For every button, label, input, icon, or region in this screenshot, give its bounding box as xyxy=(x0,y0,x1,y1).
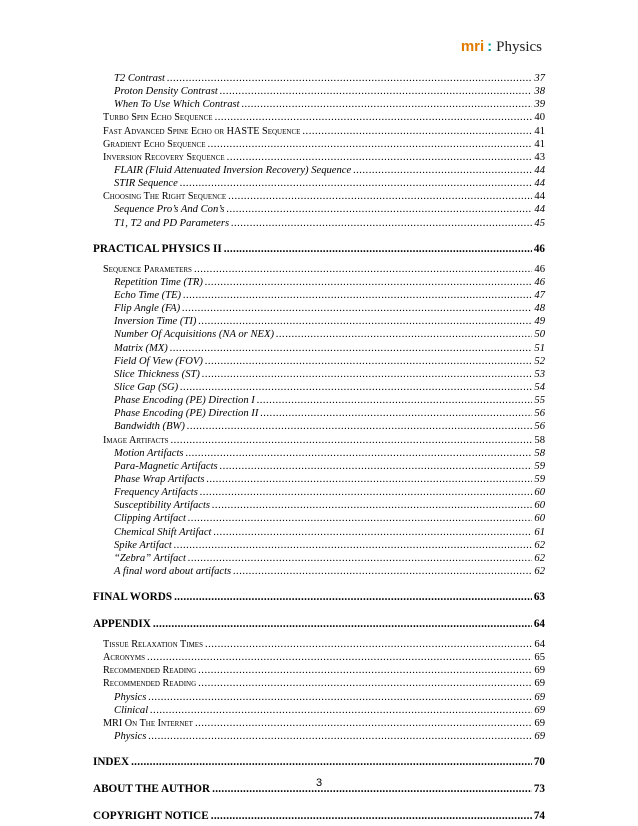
toc-entry-page: 62 xyxy=(534,552,545,564)
toc-dot-leader xyxy=(227,151,533,164)
toc-section-entry[interactable] xyxy=(93,677,545,690)
toc-entry-title: Echo Time (TE) xyxy=(114,289,182,301)
toc-entry-page: 53 xyxy=(534,368,545,380)
toc-subsection-entry[interactable] xyxy=(93,473,545,486)
toc-subsection-entry[interactable] xyxy=(93,447,545,460)
toc-entry-page: 44 xyxy=(534,204,545,216)
toc-entry-title: Clipping Artifact xyxy=(114,513,186,525)
toc-entry-title: Phase Encoding (PE) Direction I xyxy=(114,395,255,407)
toc-entry-title: Para-Magnetic Artifacts xyxy=(114,460,218,472)
toc-subsection-entry[interactable] xyxy=(93,289,545,302)
brand-mri-logo: mri xyxy=(460,38,485,55)
toc-dot-leader xyxy=(183,289,532,302)
toc-entry-page: 69 xyxy=(534,731,545,743)
toc-entry-title: Physics xyxy=(114,731,147,743)
toc-dot-leader xyxy=(200,486,533,499)
toc-entry-page: 60 xyxy=(534,487,545,499)
toc-entry-title: A final word about artifacts xyxy=(114,565,232,577)
toc-dot-leader xyxy=(198,315,532,328)
toc-subsection-entry[interactable] xyxy=(93,342,545,355)
toc-entry-title: INDEX xyxy=(93,756,130,769)
toc-dot-leader xyxy=(231,217,532,230)
toc-entry-page: 69 xyxy=(534,665,545,677)
toc-entry-title: Acronyms xyxy=(103,652,145,664)
toc-entry-title: Slice Gap (SG) xyxy=(114,381,179,393)
toc-subsection-entry[interactable] xyxy=(93,704,545,717)
toc-dot-leader xyxy=(180,381,532,394)
page-header xyxy=(461,38,542,56)
toc-subsection-entry[interactable] xyxy=(93,539,545,552)
toc-entry-page: 64 xyxy=(533,618,545,631)
toc-section-entry[interactable] xyxy=(93,434,545,447)
toc-entry-page: 69 xyxy=(534,717,545,729)
toc-entry-title: T2 Contrast xyxy=(114,73,165,84)
toc-entry-title: Number Of Acquisitions (NA or NEX) xyxy=(114,329,274,341)
toc-entry-title: Image Artifacts xyxy=(103,434,169,446)
toc-entry-page: 73 xyxy=(533,783,545,796)
toc-dot-leader xyxy=(148,691,532,704)
toc-section-entry[interactable] xyxy=(93,263,545,276)
toc-dot-leader xyxy=(205,355,532,368)
toc-entry-title: “Zebra” Artifact xyxy=(114,552,186,564)
toc-entry-title: Flip Angle (FA) xyxy=(114,303,181,315)
toc-dot-leader xyxy=(187,420,532,433)
toc-entry-page: 44 xyxy=(534,178,545,190)
toc-subsection-entry[interactable] xyxy=(93,368,545,381)
toc-section-entry[interactable] xyxy=(93,151,545,164)
toc-subsection-entry[interactable] xyxy=(93,420,545,433)
toc-section-entry[interactable] xyxy=(93,138,545,151)
toc-entry-page: 58 xyxy=(534,447,545,459)
toc-dot-leader xyxy=(167,72,532,85)
toc-entry-page: 65 xyxy=(534,652,545,664)
toc-subsection-entry[interactable] xyxy=(93,355,545,368)
toc-entry-title: Bandwidth (BW) xyxy=(114,421,185,433)
toc-dot-leader xyxy=(150,704,532,717)
toc-entry-title: Motion Artifacts xyxy=(114,447,184,459)
toc-entry-page: 62 xyxy=(534,565,545,577)
toc-entry-title: Sequence Parameters xyxy=(103,263,192,275)
toc-dot-leader xyxy=(228,190,532,203)
toc-entry-page: 44 xyxy=(534,164,545,176)
toc-entry-title: Clinical xyxy=(114,704,149,716)
toc-subsection-entry[interactable] xyxy=(93,276,545,289)
toc-subsection-entry[interactable] xyxy=(93,730,545,743)
toc-entry-title: Spike Artifact xyxy=(114,539,172,551)
toc-entry-title: Tissue Relaxation Times xyxy=(103,639,203,651)
toc-entry-page: 58 xyxy=(534,434,545,446)
toc-entry-page: 62 xyxy=(534,539,545,551)
toc-section-entry[interactable] xyxy=(93,190,545,203)
toc-entry-title: FLAIR (Fluid Attenuated Inversion Recovery) Sequence xyxy=(114,164,352,176)
toc-entry-title: T1, T2 and PD Parameters xyxy=(114,217,230,229)
toc-entry-page: 39 xyxy=(534,99,545,111)
toc-entry-page: 59 xyxy=(534,460,545,472)
toc-entry-title: Chemical Shift Artifact xyxy=(114,526,212,538)
toc-dot-leader xyxy=(174,589,532,605)
toc-entry-title: Recommended Reading xyxy=(103,665,197,677)
toc-entry-title: Sequence Pro’s And Con’s xyxy=(114,204,225,216)
toc-entry-page: 45 xyxy=(534,217,545,229)
toc-dot-leader xyxy=(186,447,533,460)
toc-entry-page: 40 xyxy=(534,112,545,124)
toc-entry-title: MRI On The Internet xyxy=(103,717,193,729)
toc-dot-leader xyxy=(202,368,532,381)
toc-chapter-entry[interactable] xyxy=(93,754,545,770)
toc-entry-title: Slice Thickness (ST) xyxy=(114,368,200,380)
toc-chapter-entry[interactable] xyxy=(93,589,545,605)
toc-entry-title: ABOUT THE AUTHOR xyxy=(93,783,211,796)
toc-entry-page: 50 xyxy=(534,329,545,341)
toc-subsection-entry[interactable] xyxy=(93,460,545,473)
toc-entry-title: Susceptibility Artifacts xyxy=(114,500,211,512)
toc-dot-leader xyxy=(182,302,532,315)
toc-dot-leader xyxy=(147,651,532,664)
toc-entry-page: 59 xyxy=(534,473,545,485)
toc-entry-page: 61 xyxy=(534,526,545,538)
toc-dot-leader xyxy=(188,552,532,565)
toc-dot-leader xyxy=(208,138,533,151)
toc-chapter-entry[interactable] xyxy=(93,241,545,257)
toc-subsection-entry[interactable] xyxy=(93,407,545,420)
toc-subsection-entry[interactable] xyxy=(93,328,545,341)
toc-subsection-entry[interactable] xyxy=(93,315,545,328)
toc-dot-leader xyxy=(212,499,532,512)
toc-dot-leader xyxy=(195,717,532,730)
toc-chapter-entry[interactable] xyxy=(93,616,545,632)
toc-dot-leader xyxy=(215,111,533,124)
toc-entry-page: 54 xyxy=(534,381,545,393)
toc-dot-leader xyxy=(224,241,532,257)
toc-subsection-entry[interactable] xyxy=(93,565,545,578)
toc-subsection-entry[interactable] xyxy=(93,381,545,394)
toc-entry-page: 49 xyxy=(534,316,545,328)
toc-subsection-entry[interactable] xyxy=(93,164,545,177)
toc-entry-title: Repetition Time (TR) xyxy=(114,276,203,288)
toc-dot-leader xyxy=(170,342,533,355)
page-number: 3 xyxy=(315,777,323,789)
toc-subsection-entry[interactable] xyxy=(93,486,545,499)
toc-entry-page: 69 xyxy=(534,678,545,690)
toc-entry-title: PRACTICAL PHYSICS II xyxy=(93,242,222,255)
toc-dot-leader xyxy=(206,473,532,486)
toc-entry-title: Inversion Recovery Sequence xyxy=(103,151,225,163)
toc-entry-page: 44 xyxy=(534,191,545,203)
toc-entry-title: Turbo Spin Echo Sequence xyxy=(103,112,213,124)
toc-entry-page: 46 xyxy=(534,276,545,288)
toc-entry-title: Field Of View (FOV) xyxy=(114,355,203,367)
toc-dot-leader xyxy=(227,203,533,216)
toc-entry-page: 41 xyxy=(534,125,545,137)
toc-subsection-entry[interactable] xyxy=(93,394,545,407)
toc-entry-page: 52 xyxy=(534,355,545,367)
brand-colon: : xyxy=(487,38,493,55)
toc-section-entry[interactable] xyxy=(93,111,545,124)
toc-entry-title: STIR Sequence xyxy=(114,178,178,190)
toc-dot-leader xyxy=(194,263,532,276)
toc-entry-title: Choosing The Right Sequence xyxy=(103,191,227,203)
toc-dot-leader xyxy=(205,276,533,289)
toc-dot-leader xyxy=(214,526,533,539)
toc-subsection-entry[interactable] xyxy=(93,98,545,111)
toc-entry-title: When To Use Which Contrast xyxy=(114,99,240,111)
toc-entry-page: 60 xyxy=(534,513,545,525)
toc-entry-title: Phase Wrap Artifacts xyxy=(114,473,205,485)
toc-entry-title: Proton Density Contrast xyxy=(114,86,218,98)
toc-section-entry[interactable] xyxy=(93,717,545,730)
toc-entry-title: Frequency Artifacts xyxy=(114,487,198,499)
toc-section-entry[interactable] xyxy=(93,638,545,651)
toc-dot-leader xyxy=(257,394,533,407)
toc-section-entry[interactable] xyxy=(93,651,545,664)
toc-entry-page: 48 xyxy=(534,303,545,315)
toc-dot-leader xyxy=(198,664,532,677)
toc-entry-page: 37 xyxy=(534,73,545,84)
toc-entry-page: 46 xyxy=(534,263,545,275)
toc-subsection-entry[interactable] xyxy=(93,203,545,216)
toc-dot-leader xyxy=(180,177,533,190)
toc-dot-leader xyxy=(260,407,532,420)
toc-dot-leader xyxy=(188,512,533,525)
brand-physics-label: Physics xyxy=(496,39,542,55)
toc-dot-leader xyxy=(148,730,532,743)
toc-subsection-entry[interactable] xyxy=(93,499,545,512)
toc-entry-title: Inversion Time (TI) xyxy=(114,316,197,328)
toc-entry-page: 63 xyxy=(533,591,545,604)
toc-entry-page: 51 xyxy=(534,342,545,354)
toc-entry-page: 70 xyxy=(533,756,545,769)
toc-entry-page: 64 xyxy=(534,639,545,651)
toc-subsection-entry[interactable] xyxy=(93,552,545,565)
toc-entry-title: Physics xyxy=(114,691,147,703)
table-of-contents xyxy=(93,72,545,824)
toc-subsection-entry[interactable] xyxy=(93,512,545,525)
toc-entry-page: 55 xyxy=(534,395,545,407)
toc-subsection-entry[interactable] xyxy=(93,691,545,704)
toc-entry-page: 47 xyxy=(534,289,545,301)
toc-entry-title: Matrix (MX) xyxy=(114,342,168,354)
toc-subsection-entry[interactable] xyxy=(93,85,545,98)
toc-subsection-entry[interactable] xyxy=(93,217,545,230)
toc-dot-leader xyxy=(153,616,532,632)
toc-subsection-entry[interactable] xyxy=(93,72,545,85)
toc-dot-leader xyxy=(276,328,532,341)
toc-entry-page: 38 xyxy=(534,86,545,98)
toc-dot-leader xyxy=(205,638,532,651)
toc-dot-leader xyxy=(302,125,532,138)
toc-entry-title: Gradient Echo Sequence xyxy=(103,138,206,150)
toc-entry-page: 56 xyxy=(534,408,545,420)
toc-entry-page: 74 xyxy=(533,810,545,823)
toc-subsection-entry[interactable] xyxy=(93,302,545,315)
toc-entry-page: 41 xyxy=(534,138,545,150)
toc-entry-title: Phase Encoding (PE) Direction II xyxy=(114,408,259,420)
toc-entry-page: 43 xyxy=(534,151,545,163)
toc-dot-leader xyxy=(220,460,533,473)
toc-dot-leader xyxy=(174,539,533,552)
toc-entry-title: FINAL WORDS xyxy=(93,591,173,604)
toc-entry-page: 69 xyxy=(534,691,545,703)
toc-entry-title: APPENDIX xyxy=(93,618,151,631)
toc-dot-leader xyxy=(220,85,533,98)
toc-chapter-entry[interactable] xyxy=(93,808,545,824)
toc-subsection-entry[interactable] xyxy=(93,177,545,190)
toc-subsection-entry[interactable] xyxy=(93,526,545,539)
toc-dot-leader xyxy=(353,164,532,177)
toc-dot-leader xyxy=(233,565,532,578)
toc-dot-leader xyxy=(242,98,533,111)
toc-entry-page: 60 xyxy=(534,500,545,512)
toc-entry-title: Fast Advanced Spine Echo or HASTE Sequence xyxy=(103,125,301,137)
toc-dot-leader xyxy=(170,434,532,447)
toc-dot-leader xyxy=(131,754,532,770)
toc-section-entry[interactable] xyxy=(93,125,545,138)
toc-dot-leader xyxy=(198,677,532,690)
toc-entry-page: 46 xyxy=(533,242,545,255)
toc-section-entry[interactable] xyxy=(93,664,545,677)
toc-entry-page: 69 xyxy=(534,704,545,716)
toc-entry-title: COPYRIGHT NOTICE xyxy=(93,810,209,823)
toc-dot-leader xyxy=(211,808,532,824)
toc-entry-title: Recommended Reading xyxy=(103,678,197,690)
toc-entry-page: 56 xyxy=(534,421,545,433)
